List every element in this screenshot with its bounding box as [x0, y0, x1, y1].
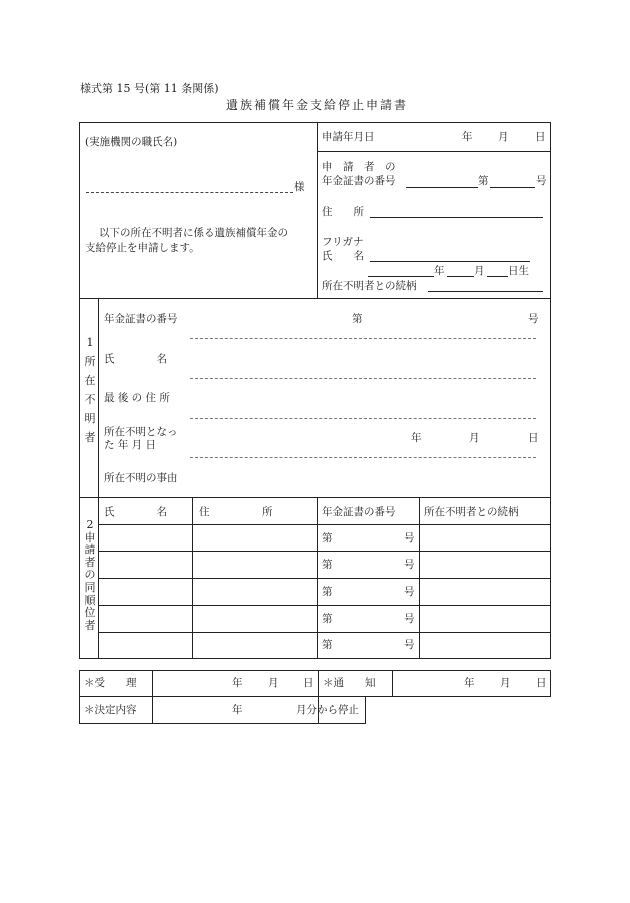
institution-name-field[interactable] [86, 192, 293, 193]
applicant-cert-dai: 第 [478, 175, 489, 187]
receipt-label: ＊受 理 [84, 677, 137, 689]
applicant-cert-label-2: 年金証書の番号 [322, 175, 396, 187]
row-cert-go: 号 [404, 639, 415, 651]
missing-name-field[interactable] [190, 378, 536, 379]
birth-month-field[interactable] [447, 276, 474, 277]
relation-label: 所在不明者との続柄 [322, 280, 417, 292]
notice-label: ＊通 知 [323, 677, 376, 689]
office-right-border [550, 670, 551, 696]
page-title: 遺族補償年金支給停止申請書 [226, 98, 409, 112]
birth-day-field[interactable] [487, 276, 508, 277]
applicant-cert-number-field[interactable] [490, 187, 535, 188]
row-cert-dai: 第 [322, 613, 333, 625]
application-date-year[interactable]: 年 [462, 131, 473, 143]
application-date-label: 申請年月日 [322, 131, 375, 143]
office-row2-right [365, 696, 366, 724]
date-row-divider [317, 151, 550, 152]
row-cert-go: 号 [404, 586, 415, 598]
section2-label: 2申請者の同順位者 [84, 518, 96, 632]
applicant-cert-go: 号 [536, 175, 547, 187]
applicant-name-field[interactable] [370, 261, 530, 262]
missing-date-label-1: 所在不明となっ [104, 426, 178, 438]
office-row2-bottom [79, 723, 365, 724]
relation-field[interactable] [428, 291, 543, 292]
col-header-relation: 所在不明者との続柄 [424, 506, 519, 518]
receipt-day[interactable]: 日 [303, 677, 314, 689]
section1-top [79, 298, 551, 299]
section2-top [79, 497, 551, 498]
decision-year[interactable]: 年 [232, 704, 243, 716]
missing-date-label-2: た 年 月 日 [104, 439, 157, 451]
row-divider [98, 605, 550, 606]
birth-year-field[interactable] [368, 276, 434, 277]
institution-label: (実施機関の職氏名) [85, 136, 178, 148]
sama-suffix: 様 [294, 181, 305, 193]
row-cert-go: 号 [404, 532, 415, 544]
table-border-bottom [79, 658, 551, 659]
top-divider [317, 122, 318, 298]
notice-month[interactable]: 月 [500, 677, 511, 689]
decision-stop-text[interactable]: 月分から停止 [296, 704, 359, 716]
missing-last-address-field[interactable] [190, 418, 536, 419]
notice-day[interactable]: 日 [536, 677, 547, 689]
missing-date-year[interactable]: 年 [411, 432, 422, 444]
receipt-month[interactable]: 月 [268, 677, 279, 689]
missing-cert-field[interactable] [190, 338, 536, 339]
row-divider [98, 578, 550, 579]
row-divider [98, 632, 550, 633]
table-border-top [79, 122, 551, 123]
col-header-address: 住 所 [199, 506, 273, 518]
form-number: 様式第 15 号(第 11 条関係) [80, 82, 219, 95]
applicant-address-label: 住 所 [322, 206, 364, 218]
row-divider [98, 551, 550, 552]
notice-year[interactable]: 年 [464, 677, 475, 689]
row-cert-dai: 第 [322, 559, 333, 571]
office-row1-top [79, 670, 551, 671]
col-header-cert: 年金証書の番号 [322, 506, 396, 518]
office-notice-divider [392, 670, 393, 696]
applicant-address-field[interactable] [370, 217, 543, 218]
missing-date-field[interactable] [190, 457, 536, 458]
application-date-day[interactable]: 日 [535, 131, 546, 143]
row-cert-go: 号 [404, 559, 415, 571]
birth-year-label: 年 [434, 265, 445, 277]
office-row1-bottom [79, 696, 551, 697]
missing-cert-label: 年金証書の番号 [104, 313, 178, 325]
col-header-name: 氏 名 [104, 506, 167, 518]
missing-date-month[interactable]: 月 [469, 432, 480, 444]
applicant-name-label: 氏 名 [322, 250, 364, 262]
row-divider [98, 524, 550, 525]
missing-reason-label: 所在不明の事由 [104, 472, 178, 484]
furigana-label: フリガナ [322, 236, 364, 248]
decision-label: ＊決定内容 [84, 704, 137, 716]
missing-last-address-label: 最 後 の 住 所 [104, 392, 170, 404]
birth-day-label: 日生 [508, 265, 529, 277]
receipt-year[interactable]: 年 [232, 677, 243, 689]
row-cert-dai: 第 [322, 532, 333, 544]
missing-cert-dai: 第 [352, 313, 363, 325]
office-label-divider [152, 670, 153, 724]
row-cert-go: 号 [404, 613, 415, 625]
table-border-left [79, 122, 80, 659]
office-left-border [79, 670, 80, 724]
missing-cert-go: 号 [528, 313, 539, 325]
birth-month-label: 月 [474, 265, 485, 277]
table-border-right [550, 122, 551, 659]
request-text-line2: 支給停止を申請します。 [85, 242, 200, 254]
applicant-cert-field[interactable] [406, 187, 478, 188]
missing-date-day[interactable]: 日 [528, 432, 539, 444]
application-date-month[interactable]: 月 [498, 131, 509, 143]
row-cert-dai: 第 [322, 639, 333, 651]
row-cert-dai: 第 [322, 586, 333, 598]
applicant-cert-label-1: 申 請 者 の [322, 161, 396, 173]
missing-name-label: 氏 名 [104, 353, 167, 365]
request-text-line1: 以下の所在不明者に係る遺族補償年金の [99, 227, 288, 239]
section1-label-divider [98, 298, 99, 497]
section1-label: 1所在不明者 [84, 336, 96, 444]
